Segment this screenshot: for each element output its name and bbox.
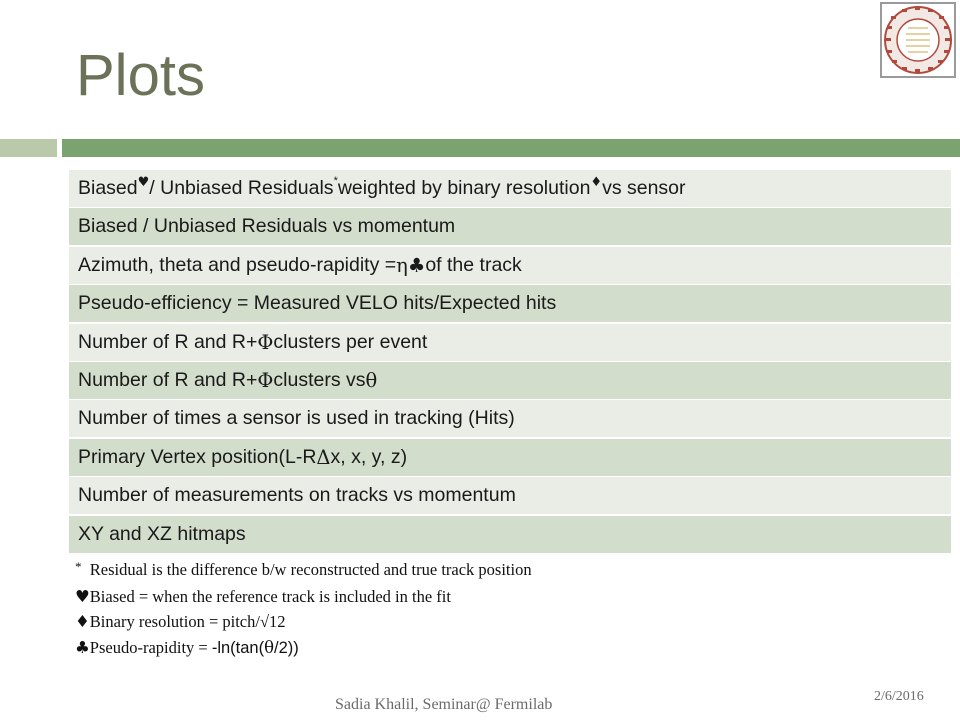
title-divider-right bbox=[62, 139, 960, 157]
club-icon: ♣ bbox=[407, 253, 426, 277]
row-text: x, x, y, z) bbox=[330, 445, 408, 468]
table-row bbox=[69, 285, 951, 322]
footnote-text: Biased = when the reference track is included in the fit bbox=[89, 586, 451, 606]
table-row bbox=[69, 362, 951, 399]
row-text: Biased / Unbiased Residuals vs momentum bbox=[78, 215, 456, 238]
row-text: clusters per event bbox=[273, 330, 428, 353]
diamond-icon: ♦ bbox=[590, 175, 603, 190]
heart-icon: ♥ bbox=[137, 175, 150, 190]
row-text: Primary Vertex position(L-R bbox=[78, 445, 317, 468]
table-row bbox=[69, 170, 951, 207]
row-text: of the track bbox=[425, 253, 522, 276]
diamond-icon: ♦ bbox=[75, 612, 90, 631]
row-text: Biased bbox=[78, 177, 138, 199]
footnote-text: Binary resolution = pitch/√12 bbox=[89, 612, 286, 631]
row-text: Azimuth, theta and pseudo-rapidity = bbox=[78, 253, 397, 276]
row-text: / Unbiased Residuals bbox=[149, 177, 334, 199]
university-seal-logo bbox=[880, 2, 956, 78]
footnote-pseudo-rapidity bbox=[75, 635, 532, 662]
phi-symbol: Φ bbox=[257, 368, 274, 392]
row-text: Number of measurements on tracks vs momentum bbox=[78, 484, 516, 507]
footnote-text: Pseudo-rapidity = bbox=[89, 637, 212, 657]
footnotes bbox=[75, 557, 532, 661]
formula-text: /2)) bbox=[274, 638, 299, 657]
row-text: Pseudo-efficiency = Measured VELO hits/Expected hits bbox=[78, 292, 557, 315]
title-divider-left bbox=[0, 139, 57, 157]
footnote-residual bbox=[75, 557, 532, 584]
row-text: Number of R and R+ bbox=[78, 330, 258, 353]
table-row bbox=[69, 516, 951, 553]
row-text: clusters vs bbox=[273, 368, 366, 391]
footnote-biased bbox=[75, 584, 532, 610]
formula-text: -ln(tan( bbox=[211, 638, 265, 657]
table-row bbox=[69, 208, 951, 245]
table-row bbox=[69, 400, 951, 437]
heart-icon: ♥ bbox=[75, 586, 90, 606]
eta-symbol: η bbox=[396, 253, 408, 277]
delta-symbol: Δ bbox=[316, 445, 331, 469]
theta-symbol: θ bbox=[264, 637, 275, 657]
footnote-binary-resolution bbox=[75, 609, 532, 635]
slide-title: Plots bbox=[76, 43, 205, 108]
row-text: Number of R and R+ bbox=[78, 368, 258, 391]
row-text: XY and XZ hitmaps bbox=[78, 522, 246, 545]
row-text: Number of times a sensor is used in tracking (Hits) bbox=[78, 407, 515, 430]
asterisk-marker: * bbox=[333, 174, 338, 187]
table-row bbox=[69, 247, 951, 284]
table-row bbox=[69, 324, 951, 361]
plots-table bbox=[69, 170, 951, 554]
row-text: weighted by binary resolution bbox=[337, 177, 591, 199]
theta-symbol: θ bbox=[365, 368, 378, 392]
footnote-text: Residual is the difference b/w reconstructed and true track position bbox=[81, 560, 532, 579]
asterisk-marker: * bbox=[75, 559, 82, 574]
phi-symbol: Φ bbox=[257, 330, 274, 354]
club-icon: ♣ bbox=[75, 637, 90, 657]
footer-author: Sadia Khalil, Seminar@ Fermilab bbox=[335, 696, 553, 713]
table-row bbox=[69, 477, 951, 514]
footer-date: 2/6/2016 bbox=[874, 689, 924, 704]
row-text: vs sensor bbox=[602, 177, 686, 199]
table-row bbox=[69, 439, 951, 476]
